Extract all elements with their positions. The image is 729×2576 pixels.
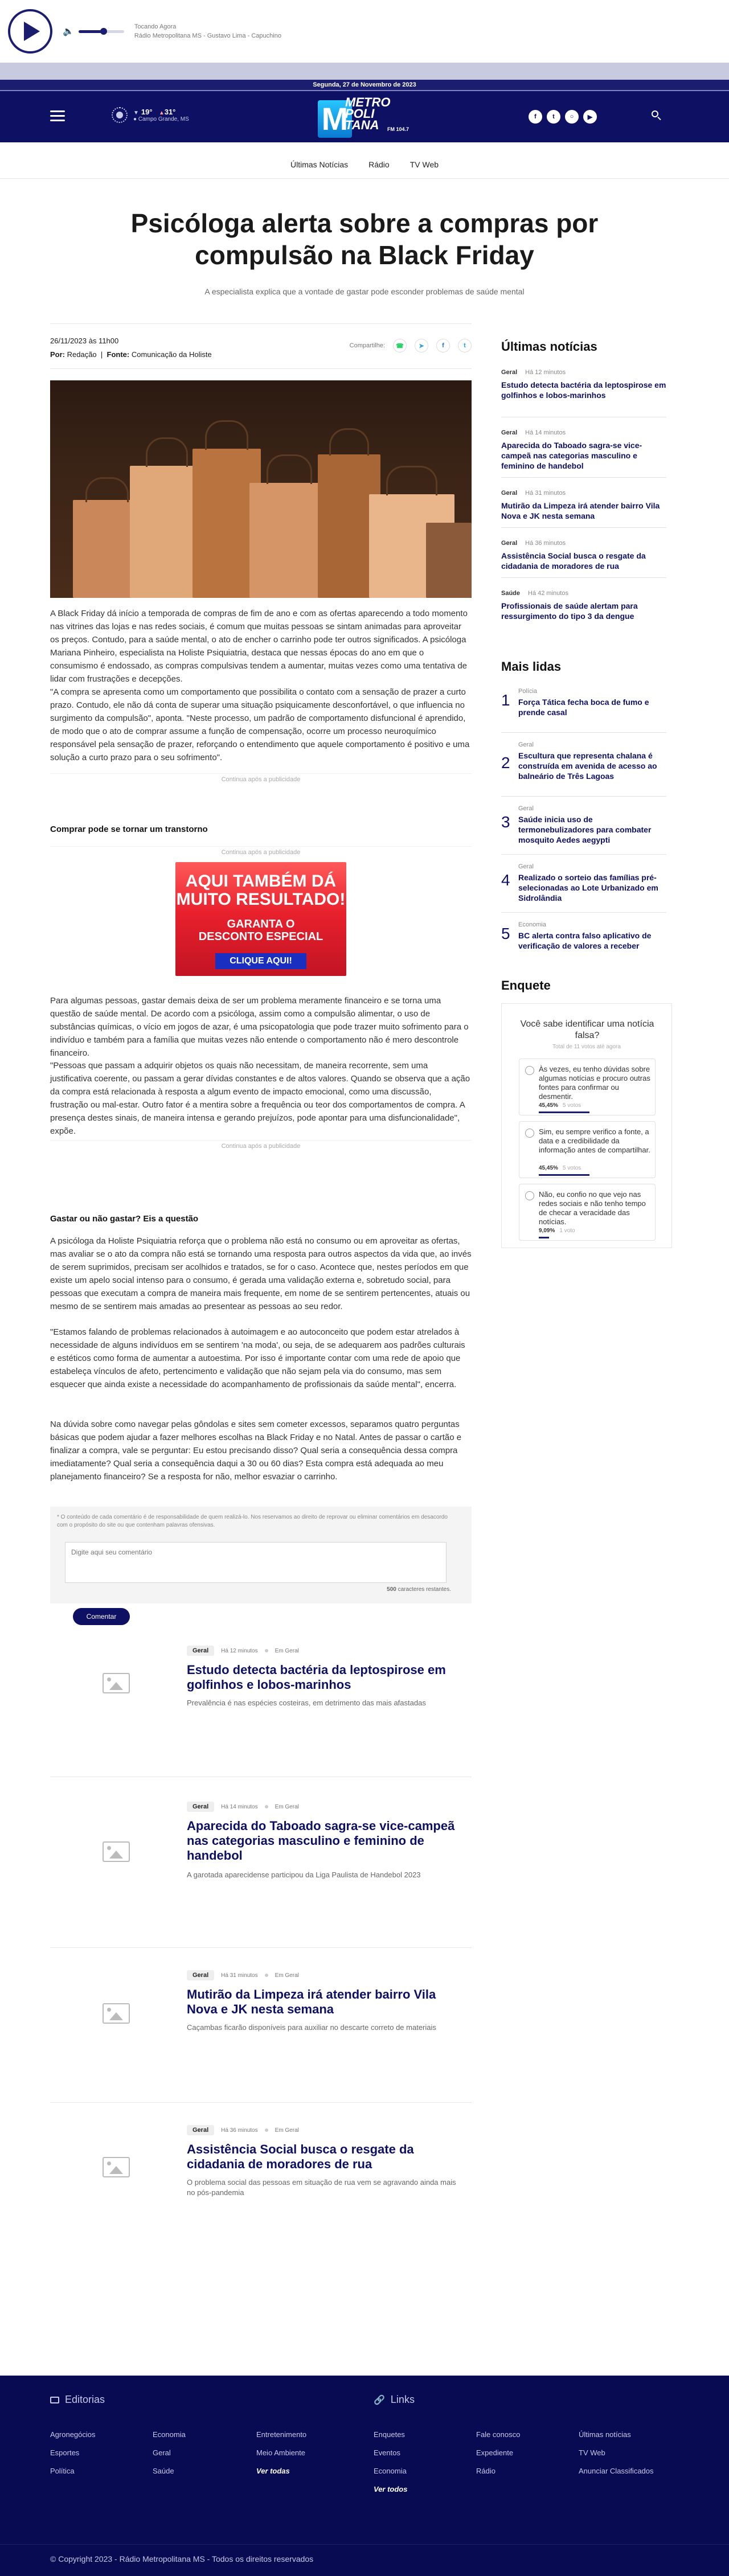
footer-link[interactable]: TV Web xyxy=(579,2448,605,2457)
player-strip xyxy=(0,63,729,80)
related-article[interactable] xyxy=(50,1964,472,2101)
related-title[interactable]: Aparecida do Taboado sagra-se vice-campeã nas categorias masculino e feminino de handebol xyxy=(187,1819,455,1863)
logo-mark: M xyxy=(318,100,352,138)
latest-news-item[interactable]: Saúde Há 42 minutos Profissionais de saúde alertam para ressurgimento do tipo 3 da dengue xyxy=(501,590,666,621)
poll-question: Você sabe identificar uma notícia falsa? xyxy=(520,1019,654,1040)
footer-editorias-heading: Editorias xyxy=(50,2394,105,2406)
poll-widget xyxy=(501,1003,672,1248)
footer-links-heading: 🔗 Links xyxy=(374,2394,415,2405)
poll-option-bar xyxy=(539,1111,589,1113)
divider xyxy=(501,854,666,855)
poll-option-result: 9,09% 1 voto xyxy=(539,1228,575,1234)
related-title[interactable]: Assistência Social busca o resgate da cidadania de moradores de rua xyxy=(187,2142,414,2171)
related-meta: Geral Há 31 minutos Em Geral xyxy=(187,1970,299,1980)
category-tag[interactable]: Geral xyxy=(187,1802,214,1812)
comment-input[interactable] xyxy=(65,1542,447,1583)
social-links xyxy=(529,110,597,124)
comment-form xyxy=(50,1507,472,1621)
related-description: Prevalência é nas espécies costeiras, em detrimento das mais afastadas xyxy=(187,1699,426,1707)
footer-link[interactable]: Rádio xyxy=(476,2467,495,2475)
divider xyxy=(50,2102,472,2103)
related-article[interactable] xyxy=(50,1796,472,1933)
footer-link[interactable]: Fale conosco xyxy=(476,2430,521,2439)
facebook-icon[interactable]: f xyxy=(529,110,542,124)
latest-news-item[interactable]: Geral Há 36 minutos Assistência Social busca o resgate da cidadania de moradores de rua xyxy=(501,540,666,571)
related-title[interactable]: Mutirão da Limpeza irá atender bairro Vila Nova e JK nesta semana xyxy=(187,1987,436,2016)
weather-widget xyxy=(112,107,189,123)
current-date: Segunda, 27 de Novembro de 2023 xyxy=(313,81,416,88)
poll-total: Total de 11 votos até agora xyxy=(552,1044,621,1050)
weather-city: ● Campo Grande, MS xyxy=(133,116,189,122)
divider xyxy=(0,2544,729,2545)
poll-option-result: 45,45% 5 votos xyxy=(539,1165,581,1171)
volume-control[interactable] xyxy=(63,26,124,37)
article-subtitle: A especialista explica que a vontade de gastar pode esconder problemas de saúde mental xyxy=(204,287,525,296)
footer-editoria-link[interactable]: Economia xyxy=(153,2430,186,2439)
related-meta: Geral Há 12 minutos Em Geral xyxy=(187,1646,299,1656)
latest-news-item[interactable]: Geral Há 31 minutos Mutirão da Limpeza irá atender bairro Vila Nova e JK nesta semana xyxy=(501,490,666,521)
most-read-title[interactable]: Escultura que representa chalana é construída em avenida de acesso ao balneário de Três Lagoas xyxy=(518,751,657,781)
poll-option-bar xyxy=(539,1237,549,1238)
main-nav xyxy=(0,150,729,179)
related-article[interactable] xyxy=(50,2119,472,2256)
related-description: A garotada aparecidense participou da Liga Paulista de Handebol 2023 xyxy=(187,1871,421,1879)
related-description: O problema social das pessoas em situação de rua vem se agravando ainda mais no pós-pandemia xyxy=(187,2178,456,2197)
share-bar xyxy=(350,339,472,352)
link-icon: 🔗 xyxy=(374,2395,385,2405)
latest-news-item[interactable]: Geral Há 14 minutos Aparecida do Taboado sagra-se vice-campeã nas categorias masculino e feminino de handebol xyxy=(501,429,666,471)
share-label: Compartilhe: xyxy=(349,342,385,349)
temperature-range: ▼ 19° ▲31° xyxy=(133,108,176,116)
radio-button[interactable] xyxy=(525,1129,534,1138)
poll-option-result: 45,45% 5 votos xyxy=(539,1102,581,1109)
location-pin-icon: ● xyxy=(133,116,138,122)
footer-editoria-link[interactable]: Geral xyxy=(153,2448,171,2457)
content-layout xyxy=(0,323,729,2477)
article-byline: Por: Redação | Fonte: Comunicação da Holiste xyxy=(50,350,212,359)
article-paragraph-2: "A compra se apresenta como um comportamento que possibilita o contato com a sensação de prazer a curto prazo. Contudo, ele não dá conta de superar uma situação psiquicamente desconfortável, o que influencia no surgimento da compulsão", aponta. "Neste processo, um padrão de comportamento disfuncional é aprendido, de modo que o ato de comprar assume a função de compensação, ocorre um processo neuroquímico responsável pela sensação de prazer, reforçando o entendimento que aquele comportamento é positivo e uma solução a curto prazo para o seu sofrimento". xyxy=(50,687,470,762)
footer-see-all-links[interactable]: Ver todos xyxy=(374,2485,408,2493)
related-description: Caçambas ficarão disponíveis para auxiliar no descarte correto de materiais xyxy=(187,2023,436,2032)
divider xyxy=(501,577,666,578)
now-playing xyxy=(134,22,281,40)
now-playing-label: Tocando Agora xyxy=(134,23,177,30)
poll-option-text: Não, eu confio no que vejo nas redes sociais e não tenho tempo de checar a veracidade das notícias. xyxy=(539,1190,646,1226)
article-paragraph-3: Para algumas pessoas, gastar demais deixa de ser um problema meramente financeiro e se torna uma questão de saúde mental. De acordo com a psicóloga, assim como a compulsão alimentar, o uso de substâncias químicas, o vício em jogos de azar, é uma psicopatologia que pode trazer muito sofrimento para o indivíduo e também para a família que muitas vezes não entende o comportamento não é mero descontrole financeiro. xyxy=(50,996,469,1058)
poll-option-text: Às vezes, eu tenho dúvidas sobre algumas notícias e procuro outras fontes para confirmar ou desmentir. xyxy=(539,1065,650,1101)
most-read-item[interactable]: 2 Geral Escultura que representa chalana é construída em avenida de acesso ao balneário de Três Lagoas xyxy=(501,741,666,793)
divider xyxy=(501,796,666,797)
footer-see-all-editorias[interactable]: Ver todas xyxy=(256,2467,290,2475)
article-paragraph-6: "Estamos falando de problemas relacionados à autoimagem e ao autoconceito que podem estar atrelados à necessidade de alguns indivíduos em se sentirem 'na moda', ou seja, de se adequarem aos padrões culturais e estéticos como forma de aumentar a autoestima. Por isso é importante contar com uma rede de apoio que estabeleça vínculos de afeto, pertencimento e validação que não sejam pela via do consumo, mas sem esquecer que ainda existe a necessidade do acompanhamento de profissionais da saúde mental", encerra. xyxy=(50,1327,465,1389)
ad-note: Continua após a publicidade xyxy=(50,1140,472,1150)
footer-link[interactable]: Enquetes xyxy=(374,2430,405,2439)
telegram-icon[interactable]: ➤ xyxy=(415,339,428,352)
comment-disclaimer: * O conteúdo de cada comentário é de responsabilidade de quem realizá-lo. Nos reservamos ao direito de reprovar ou eliminar comentários em desacordo com o propósito do site ou que contenham palavras ofensivas. xyxy=(57,1514,448,1528)
footer-editoria-link[interactable]: Saúde xyxy=(153,2467,174,2475)
twitter-icon[interactable]: t xyxy=(547,110,560,124)
poll-option-text: Sim, eu sempre verifico a fonte, a data e a credibilidade da informação antes de compartilhar. xyxy=(539,1127,650,1154)
article-meta xyxy=(50,323,472,369)
article-paragraph-4: "Pessoas que passam a adquirir objetos os quais não necessitam, de maneira recorrente, sem uma justificativa coerente, ou passam a gerar dívidas constantes e de altos valores. Quando se observa que a ação da compra está relacionada à resposta a algum evento de impacto emocional, como uma discussão, frustração ou mal-estar. Outro fator é a mentira sobre a frequência ou teor dos comportamentos de compra. A presença destes sinais, de maneira intensa e gerando prejuízos, pode apontar para uma disfuncionalidade", expõe. xyxy=(50,1061,470,1136)
ad-note: Continua após a publicidade xyxy=(50,773,472,783)
footer-editoria-link[interactable]: Entretenimento xyxy=(256,2430,307,2439)
poll-option[interactable] xyxy=(519,1184,656,1241)
footer-editoria-link[interactable]: Política xyxy=(50,2467,75,2475)
divider xyxy=(501,732,666,733)
image-placeholder-icon xyxy=(103,1673,130,1693)
nav-ultimas-noticias[interactable]: Últimas Notícias xyxy=(290,159,349,169)
twitter-share-icon[interactable]: t xyxy=(458,339,472,352)
char-counter: 500 caracteres restantes. xyxy=(387,1586,451,1593)
article-hero-image xyxy=(50,380,472,598)
logo-wordmark: METRO POLI TANA xyxy=(345,95,391,132)
article-paragraph-1: A Black Friday dá início a temporada de compras de fim de ano e com as ofertas aparecendo a todo momento nas vitrines das lojas e nas redes sociais, é comum que muitas pessoas se sintam animadas para aproveitar os preços. Contudo, para a saúde mental, o ato de encher o carrinho pode ter outros significados. A psicóloga Mariana Pinheiro, especialista na Holiste Psiquiatria, destaca que nessas épocas do ano em que o consumismo é endossado, as compras compulsivas tendem a aumentar, muitas vezes como uma tentativa de lidar com frustrações e decepções. xyxy=(50,609,468,684)
image-placeholder-icon xyxy=(103,1841,130,1862)
comment-submit-button[interactable]: Comentar xyxy=(73,1608,130,1625)
divider xyxy=(501,912,666,913)
poll-heading: Enquete xyxy=(501,978,551,992)
article-paragraph-5: A psicóloga da Holiste Psiquiatria reforça que o problema não está no consumo ou em aproveitar as ofertas, mas avaliar se o ato da compra não está se tornando uma resposta para outros aspectos da vida que, ao invés de serem suprimidos, precisam ser acolhidos e tratados, se for o caso. Acontece que, nestes períodos em que existe um apelo social intenso para o consumo, é gerada uma validação externa e, sobretudo social, para pessoas que executam a compra de maneira mais frequente, em nome de se sentirem pertencentes, atuais ou mesmo de se sentirem mais amadas ao presentear as pessoas ao seu redor. xyxy=(50,1236,472,1311)
most-read-title[interactable]: Força Tática fecha boca de fumo e prende casal xyxy=(518,698,649,717)
most-read-title[interactable]: BC alerta contra falso aplicativo de verificação de valores a receber xyxy=(518,931,652,950)
category-tag[interactable]: Geral xyxy=(187,1970,214,1980)
poll-option[interactable] xyxy=(519,1121,656,1178)
play-button[interactable] xyxy=(8,9,52,54)
footer-link[interactable]: Anunciar Classificados xyxy=(579,2467,654,2475)
site-footer xyxy=(0,2376,729,2576)
article-heading-1: Comprar pode se tornar um transtorno xyxy=(50,825,208,834)
latest-news-heading: Últimas notícias xyxy=(501,339,597,354)
divider xyxy=(501,477,666,478)
latest-news-item[interactable]: Geral Há 12 minutos Estudo detecta bactéria da leptospirose em golfinhos e lobos-marinhos xyxy=(501,369,666,400)
volume-icon: 🔈 xyxy=(63,27,74,36)
related-meta: Geral Há 14 minutos Em Geral xyxy=(187,1802,299,1812)
ad-note: Continua após a publicidade xyxy=(50,846,472,856)
radio-player xyxy=(0,0,729,63)
category-tag[interactable]: Geral xyxy=(187,2125,214,2135)
ad-banner-headline: AQUI TAMBÉM DÁ MUITO RESULTADO! xyxy=(176,872,346,909)
site-header xyxy=(0,91,729,142)
latest-news-title[interactable]: Estudo detecta bactéria da leptospirose em golfinhos e lobos-marinhos xyxy=(501,380,666,400)
play-icon xyxy=(24,22,40,41)
footer-link[interactable]: Eventos xyxy=(374,2448,400,2457)
latest-news-title[interactable]: Profissionais de saúde alertam para ressurgimento do tipo 3 da dengue xyxy=(501,601,638,621)
volume-knob[interactable] xyxy=(100,28,107,35)
date-bar xyxy=(0,80,729,91)
whatsapp-icon[interactable]: ☎ xyxy=(393,339,407,352)
article-body xyxy=(50,323,472,2442)
most-read-title[interactable]: Saúde inicia uso de termonebulizadores para combater mosquito Aedes aegypti xyxy=(518,815,652,844)
article-paragraph-7: Na dúvida sobre como navegar pelas gôndolas e sites sem cometer excessos, separamos quatro perguntas básicas que podem ajudar a fazer melhores escolhas na Black Friday e no Natal. Antes de passar o cartão e finalizar a compra, vale se perguntar: Eu estou precisando disso? Qual seria a consequência dessa compra imediatamente? Qual seria a consequência daqui a 30 ou 60 dias? Esta compra está adequada ao meu planejamento financeiro? Se a resposta for não, melhor esvaziar o carrinho. xyxy=(50,1420,462,1482)
volume-slider[interactable] xyxy=(79,30,124,33)
facebook-share-icon[interactable]: f xyxy=(436,339,450,352)
image-placeholder-icon xyxy=(103,2157,130,2177)
latest-news-title[interactable]: Assistência Social busca o resgate da cidadania de moradores de rua xyxy=(501,551,646,571)
instagram-icon[interactable]: ○ xyxy=(565,110,579,124)
radio-button[interactable] xyxy=(525,1191,534,1200)
latest-news-title[interactable]: Mutirão da Limpeza irá atender bairro Vila Nova e JK nesta semana xyxy=(501,501,660,520)
poll-option[interactable] xyxy=(519,1059,656,1115)
article-header xyxy=(0,179,729,296)
article-heading-2: Gastar ou não gastar? Eis a questão xyxy=(50,1214,199,1224)
footer-editoria-link[interactable]: Esportes xyxy=(50,2448,80,2457)
youtube-icon[interactable]: ▶ xyxy=(583,110,597,124)
ad-banner-cta[interactable]: CLIQUE AQUI! xyxy=(215,953,306,969)
related-title[interactable]: Estudo detecta bactéria da leptospirose em golfinhos e lobos-marinhos xyxy=(187,1663,446,1692)
most-read-title[interactable]: Realizado o sorteio das famílias pré-selecionadas ao Lote Urbanizado em Sidrolândia xyxy=(518,873,658,903)
related-meta: Geral Há 36 minutos Em Geral xyxy=(187,2125,299,2135)
most-read-item[interactable]: 4 Geral Realizado o sorteio das famílias pré-selecionadas ao Lote Urbanizado em Sidrolândia xyxy=(501,863,666,909)
related-article[interactable] xyxy=(50,1640,472,1777)
newspaper-icon xyxy=(50,2397,59,2403)
radio-button[interactable] xyxy=(525,1066,534,1075)
now-playing-station: Rádio Metropolitana MS - Gustavo Lima - Capuchino xyxy=(134,32,281,39)
nav-radio[interactable]: Rádio xyxy=(368,159,390,169)
most-read-item[interactable]: 1 Polícia Força Tática fecha boca de fumo e prende casal xyxy=(501,688,666,728)
most-read-item[interactable]: 5 Economia BC alerta contra falso aplicativo de verificação de valores a receber xyxy=(501,921,666,961)
nav-tv-web[interactable]: TV Web xyxy=(409,159,439,169)
article-title: Psicóloga alerta sobre a compras por compulsão na Black Friday xyxy=(130,208,599,270)
divider xyxy=(50,1947,472,1948)
poll-option-bar xyxy=(539,1174,589,1176)
footer-link[interactable]: Economia xyxy=(374,2467,407,2475)
ad-banner-offer: GARANTA O DESCONTO ESPECIAL xyxy=(198,918,323,943)
menu-icon[interactable] xyxy=(50,110,65,124)
site-logo[interactable] xyxy=(318,95,415,140)
most-read-heading: Mais lidas xyxy=(501,659,562,674)
image-placeholder-icon xyxy=(103,2003,130,2024)
footer-editoria-link[interactable]: Agronegócios xyxy=(50,2430,96,2439)
ad-banner[interactable] xyxy=(175,862,346,976)
footer-editoria-link[interactable]: Meio Ambiente xyxy=(256,2448,305,2457)
sidebar xyxy=(501,323,672,1234)
latest-news-title[interactable]: Aparecida do Taboado sagra-se vice-campeã nas categorias masculino e feminino de handebol xyxy=(501,441,642,470)
footer-link[interactable]: Últimas notícias xyxy=(579,2430,631,2439)
copyright: © Copyright 2023 - Rádio Metropolitana MS - Todos os direitos reservados xyxy=(50,2554,314,2563)
sun-icon xyxy=(112,107,128,123)
divider xyxy=(501,527,666,528)
footer-link[interactable]: Expediente xyxy=(476,2448,514,2457)
category-tag[interactable]: Geral xyxy=(187,1646,214,1656)
article-date: 26/11/2023 às 11h00 xyxy=(50,337,119,345)
most-read-item[interactable]: 3 Geral Saúde inicia uso de termonebulizadores para combater mosquito Aedes aegypti xyxy=(501,805,666,851)
logo-frequency: FM 104.7 xyxy=(387,126,409,132)
search-icon[interactable] xyxy=(652,110,662,121)
